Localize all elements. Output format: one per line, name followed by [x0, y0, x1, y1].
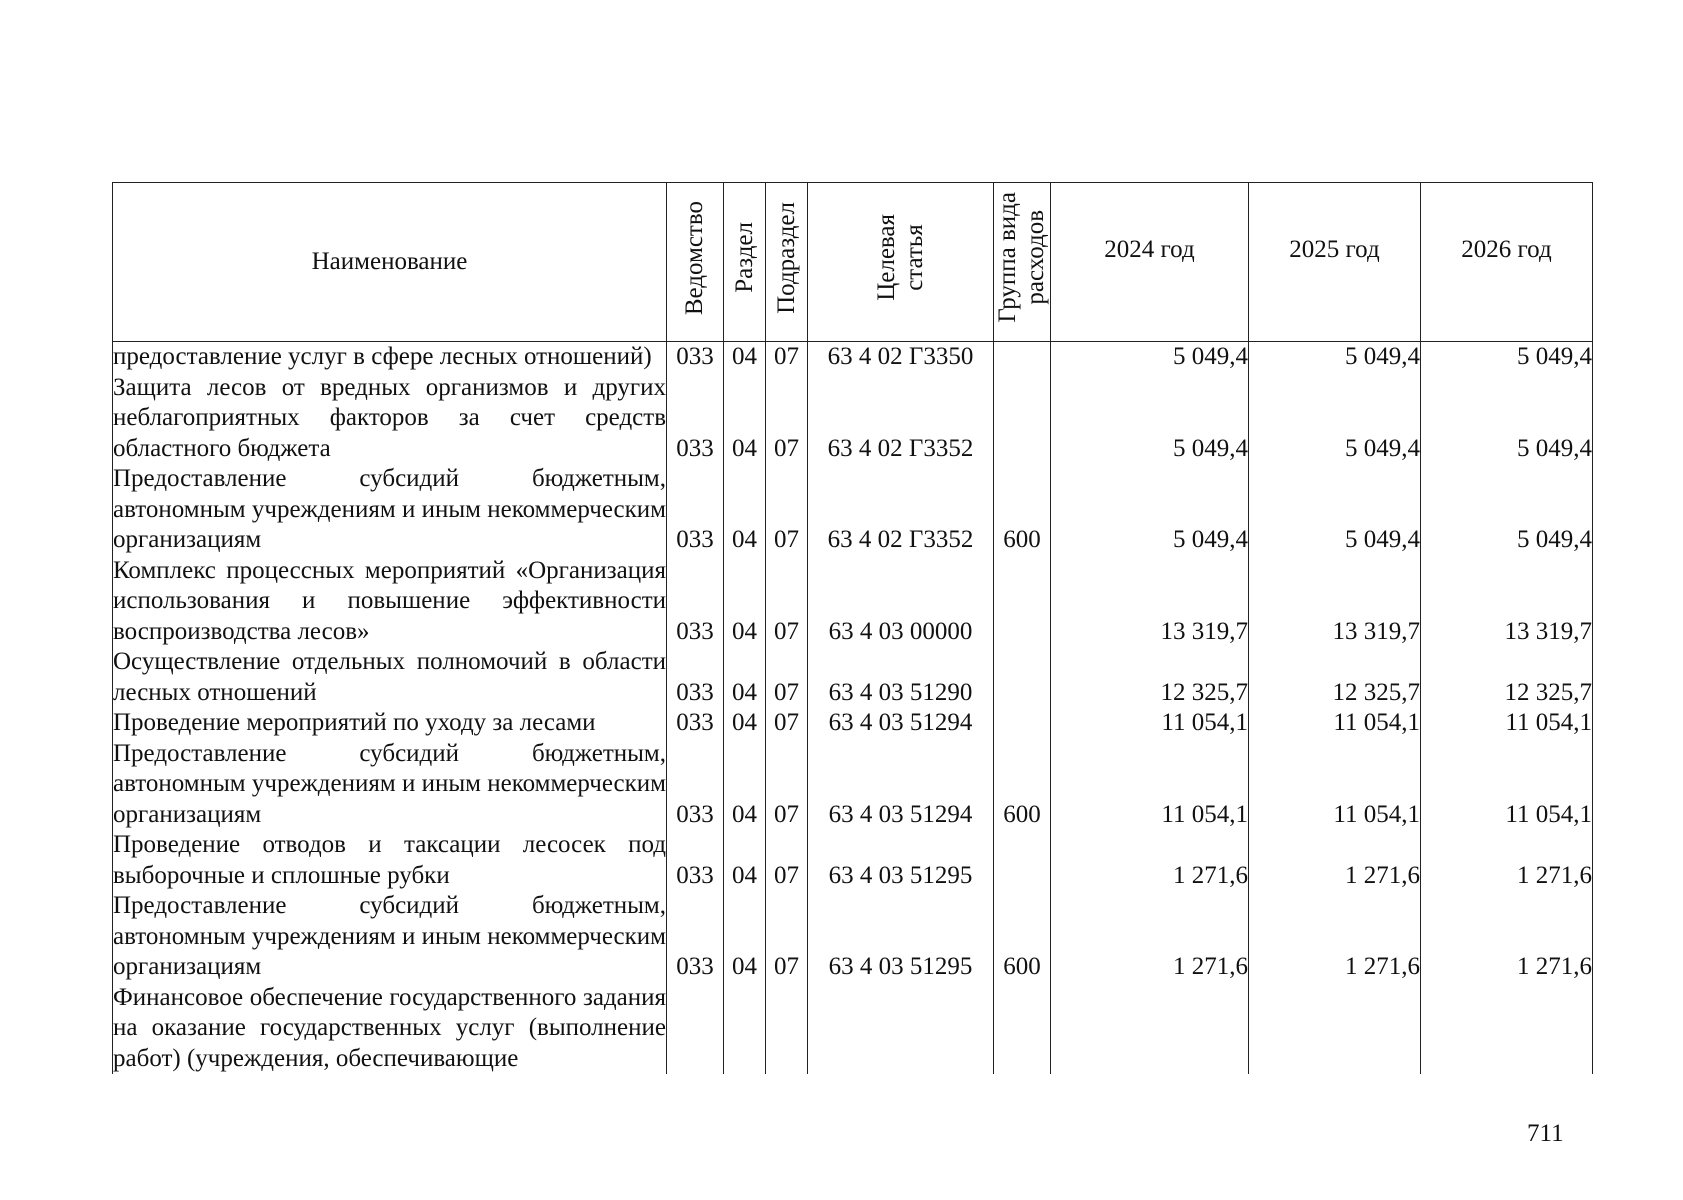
- row-2024: 11 054,1: [1051, 708, 1249, 739]
- row-subsection: 07: [766, 556, 808, 648]
- row-2026: 5 049,4: [1421, 342, 1593, 373]
- row-2024: 5 049,4: [1051, 464, 1249, 556]
- row-subsection: [766, 983, 808, 1075]
- header-2026: 2026 год: [1421, 183, 1593, 342]
- row-dept: 033: [667, 739, 724, 831]
- header-target: Целевая статья: [808, 183, 994, 342]
- row-group: 600: [994, 464, 1051, 556]
- row-2025: 5 049,4: [1249, 342, 1421, 373]
- row-target: 63 4 03 51294: [808, 739, 994, 831]
- row-name: Проведение мероприятий по уходу за лесами: [113, 708, 667, 739]
- row-name: Комплекс процессных мероприятий «Организация использования и повышение эффективности воспроизводства лесов»: [113, 556, 667, 648]
- row-group: 600: [994, 739, 1051, 831]
- row-dept: 033: [667, 708, 724, 739]
- row-group: [994, 708, 1051, 739]
- header-dept: Ведомство: [667, 183, 724, 342]
- row-2025: 13 319,7: [1249, 556, 1421, 648]
- row-subsection: 07: [766, 891, 808, 983]
- row-section: [724, 983, 766, 1075]
- row-target: 63 4 03 51290: [808, 647, 994, 708]
- row-section: 04: [724, 739, 766, 831]
- table-row: [113, 556, 1593, 648]
- header-2025: 2025 год: [1249, 183, 1421, 342]
- row-target: 63 4 03 51295: [808, 891, 994, 983]
- row-subsection: 07: [766, 342, 808, 373]
- table-body: [113, 342, 1593, 1075]
- header-2024: 2024 год: [1051, 183, 1249, 342]
- row-dept: [667, 983, 724, 1075]
- row-target: 63 4 03 51295: [808, 830, 994, 891]
- row-subsection: 07: [766, 373, 808, 465]
- row-dept: 033: [667, 342, 724, 373]
- header-group: Группа вида расходов: [994, 183, 1051, 342]
- row-dept: 033: [667, 891, 724, 983]
- table-row: [113, 891, 1593, 983]
- table-header: [113, 183, 1593, 342]
- row-group: 600: [994, 891, 1051, 983]
- row-target: 63 4 03 00000: [808, 556, 994, 648]
- row-dept: 033: [667, 373, 724, 465]
- row-2024: 5 049,4: [1051, 342, 1249, 373]
- row-name: Защита лесов от вредных организмов и других неблагоприятных факторов за счет средств областного бюджета: [113, 373, 667, 465]
- row-2026: 13 319,7: [1421, 556, 1593, 648]
- row-dept: 033: [667, 830, 724, 891]
- table-row: [113, 830, 1593, 891]
- row-subsection: 07: [766, 830, 808, 891]
- table-row: [113, 708, 1593, 739]
- row-target: 63 4 03 51294: [808, 708, 994, 739]
- row-name: Предоставление субсидий бюджетным, автономным учреждениям и иным некоммерческим организациям: [113, 739, 667, 831]
- row-section: 04: [724, 464, 766, 556]
- row-subsection: 07: [766, 647, 808, 708]
- row-section: 04: [724, 373, 766, 465]
- row-section: 04: [724, 342, 766, 373]
- row-target: 63 4 02 Г3352: [808, 373, 994, 465]
- row-dept: 033: [667, 464, 724, 556]
- row-name: Финансовое обеспечение государственного задания на оказание государственных услуг (выполнение работ) (учреждения, обеспечивающие: [113, 983, 667, 1075]
- row-2025: 1 271,6: [1249, 830, 1421, 891]
- row-group: [994, 983, 1051, 1075]
- row-2024: 12 325,7: [1051, 647, 1249, 708]
- row-2024: 13 319,7: [1051, 556, 1249, 648]
- header-section: Раздел: [724, 183, 766, 342]
- row-target: [808, 983, 994, 1075]
- page-number: 711: [1527, 1120, 1564, 1147]
- row-2025: 12 325,7: [1249, 647, 1421, 708]
- row-group: [994, 647, 1051, 708]
- row-2024: 1 271,6: [1051, 891, 1249, 983]
- row-2026: 1 271,6: [1421, 891, 1593, 983]
- table-row: [113, 373, 1593, 465]
- row-name: Предоставление субсидий бюджетным, автономным учреждениям и иным некоммерческим организациям: [113, 891, 667, 983]
- row-2024: [1051, 983, 1249, 1075]
- row-2025: 11 054,1: [1249, 708, 1421, 739]
- row-target: 63 4 02 Г3352: [808, 464, 994, 556]
- row-target: 63 4 02 Г3350: [808, 342, 994, 373]
- row-name: Проведение отводов и таксации лесосек под выборочные и сплошные рубки: [113, 830, 667, 891]
- table-row: [113, 464, 1593, 556]
- row-2026: 5 049,4: [1421, 373, 1593, 465]
- row-name: предоставление услуг в сфере лесных отношений): [113, 342, 667, 373]
- table-row: [113, 647, 1593, 708]
- row-name: Предоставление субсидий бюджетным, автономным учреждениям и иным некоммерческим организациям: [113, 464, 667, 556]
- table-row: [113, 342, 1593, 373]
- row-2025: 1 271,6: [1249, 891, 1421, 983]
- row-dept: 033: [667, 647, 724, 708]
- table-row: [113, 983, 1593, 1075]
- row-2024: 5 049,4: [1051, 373, 1249, 465]
- row-section: 04: [724, 708, 766, 739]
- row-subsection: 07: [766, 708, 808, 739]
- row-name: Осуществление отдельных полномочий в области лесных отношений: [113, 647, 667, 708]
- row-group: [994, 556, 1051, 648]
- row-group: [994, 373, 1051, 465]
- row-2025: 11 054,1: [1249, 739, 1421, 831]
- row-subsection: 07: [766, 739, 808, 831]
- header-subsection: Подраздел: [766, 183, 808, 342]
- table-row: [113, 739, 1593, 831]
- row-2026: 11 054,1: [1421, 739, 1593, 831]
- row-2025: [1249, 983, 1421, 1075]
- row-2024: 1 271,6: [1051, 830, 1249, 891]
- header-name: Наименование: [113, 183, 667, 342]
- row-section: 04: [724, 647, 766, 708]
- row-2025: 5 049,4: [1249, 464, 1421, 556]
- row-2025: 5 049,4: [1249, 373, 1421, 465]
- row-2026: 12 325,7: [1421, 647, 1593, 708]
- row-section: 04: [724, 830, 766, 891]
- row-2024: 11 054,1: [1051, 739, 1249, 831]
- budget-table: [112, 182, 1593, 1074]
- row-2026: 5 049,4: [1421, 464, 1593, 556]
- row-subsection: 07: [766, 464, 808, 556]
- row-section: 04: [724, 891, 766, 983]
- row-2026: [1421, 983, 1593, 1075]
- row-2026: 11 054,1: [1421, 708, 1593, 739]
- row-group: [994, 830, 1051, 891]
- row-group: [994, 342, 1051, 373]
- row-dept: 033: [667, 556, 724, 648]
- row-2026: 1 271,6: [1421, 830, 1593, 891]
- row-section: 04: [724, 556, 766, 648]
